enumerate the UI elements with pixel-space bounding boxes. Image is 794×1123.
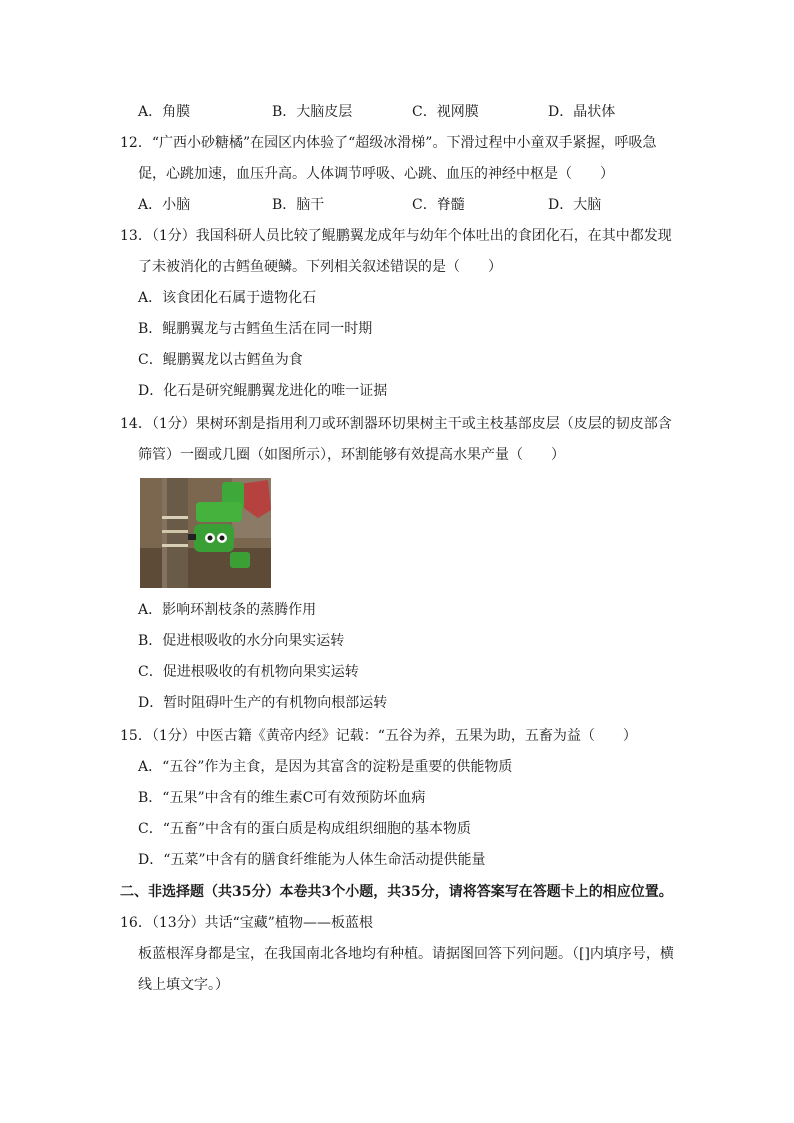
q11-option-d: D．晶状体 (548, 104, 616, 120)
q16-title: 16．（13分）共话“宝藏”植物——板蓝根 (120, 915, 373, 931)
girdling-photo (140, 478, 271, 588)
q12-option-a: A．小脑 (138, 197, 191, 213)
q15-option-d: D．“五菜”中含有的膳食纤维能为人体生命活动提供能量 (138, 852, 486, 868)
q12-stem-line1: 12．“广西小砂糖橘”在园区内体验了“超级冰滑梯”。下滑过程中小童双手紧握，呼吸急 (120, 135, 657, 151)
q11-option-a: A．角膜 (138, 104, 191, 120)
q13-option-c: C．鲲鹏翼龙以古鳕鱼为食 (138, 352, 303, 368)
q12-stem-line2: 促，心跳加速，血压升高。人体调节呼吸、心跳、血压的神经中枢是（ ） (138, 166, 614, 182)
q13-option-a: A．该食团化石属于遗物化石 (138, 290, 317, 306)
q11-option-b: B．大脑皮层 (272, 104, 353, 120)
q14-option-a: A．影响环割枝条的蒸腾作用 (138, 602, 317, 618)
q14-stem-line1: 14．（1分）果树环割是指用利刀或环割器环切果树主干或主枝基部皮层（皮层的韧皮部含 (120, 416, 672, 432)
q15-option-b: B．“五果”中含有的维生素C可有效预防坏血病 (138, 790, 426, 806)
q15-stem-line1: 15．（1分）中医古籍《黄帝内经》记载：“五谷为养，五果为助，五畜为益（ ） (120, 728, 637, 744)
q13-option-d: D．化石是研究鲲鹏翼龙进化的唯一证据 (138, 383, 388, 399)
q13-stem-line1: 13．（1分）我国科研人员比较了鲲鹏翼龙成年与幼年个体吐出的食团化石，在其中都发现 (120, 228, 672, 244)
q11-option-c: C．视网膜 (412, 104, 479, 120)
q14-option-c: C．促进根吸收的有机物向果实运转 (138, 664, 359, 680)
q13-stem-line2: 了未被消化的古鳕鱼硬鳞。下列相关叙述错误的是（ ） (138, 259, 502, 275)
q15-option-c: C．“五畜”中含有的蛋白质是构成组织细胞的基本物质 (138, 821, 472, 837)
girdling-photo-illustration (140, 478, 271, 588)
q15-option-a: A．“五谷”作为主食，是因为其富含的淀粉是重要的供能物质 (138, 759, 513, 775)
q16-intro-line2: 线上填文字。） (138, 977, 229, 993)
q14-option-d: D．暂时阻碍叶生产的有机物向根部运转 (138, 695, 388, 711)
q16-intro-line1: 板蓝根浑身都是宝，在我国南北各地均有种植。请据图回答下列问题。（[]内填序号，横 (138, 946, 674, 962)
q12-option-d: D．大脑 (548, 197, 602, 213)
section-2-heading: 二、非选择题（共35分）本卷共3个小题，共35分，请将答案写在答题卡上的相应位置。 (120, 884, 673, 900)
q12-option-c: C．脊髓 (412, 197, 465, 213)
q14-option-b: B．促进根吸收的水分向果实运转 (138, 633, 345, 649)
q14-stem-line2: 筛管）一圈或几圈（如图所示），环割能够有效提高水果产量（ ） (138, 447, 565, 463)
q12-option-b: B．脑干 (272, 197, 325, 213)
q13-option-b: B．鲲鹏翼龙与古鳕鱼生活在同一时期 (138, 321, 373, 337)
